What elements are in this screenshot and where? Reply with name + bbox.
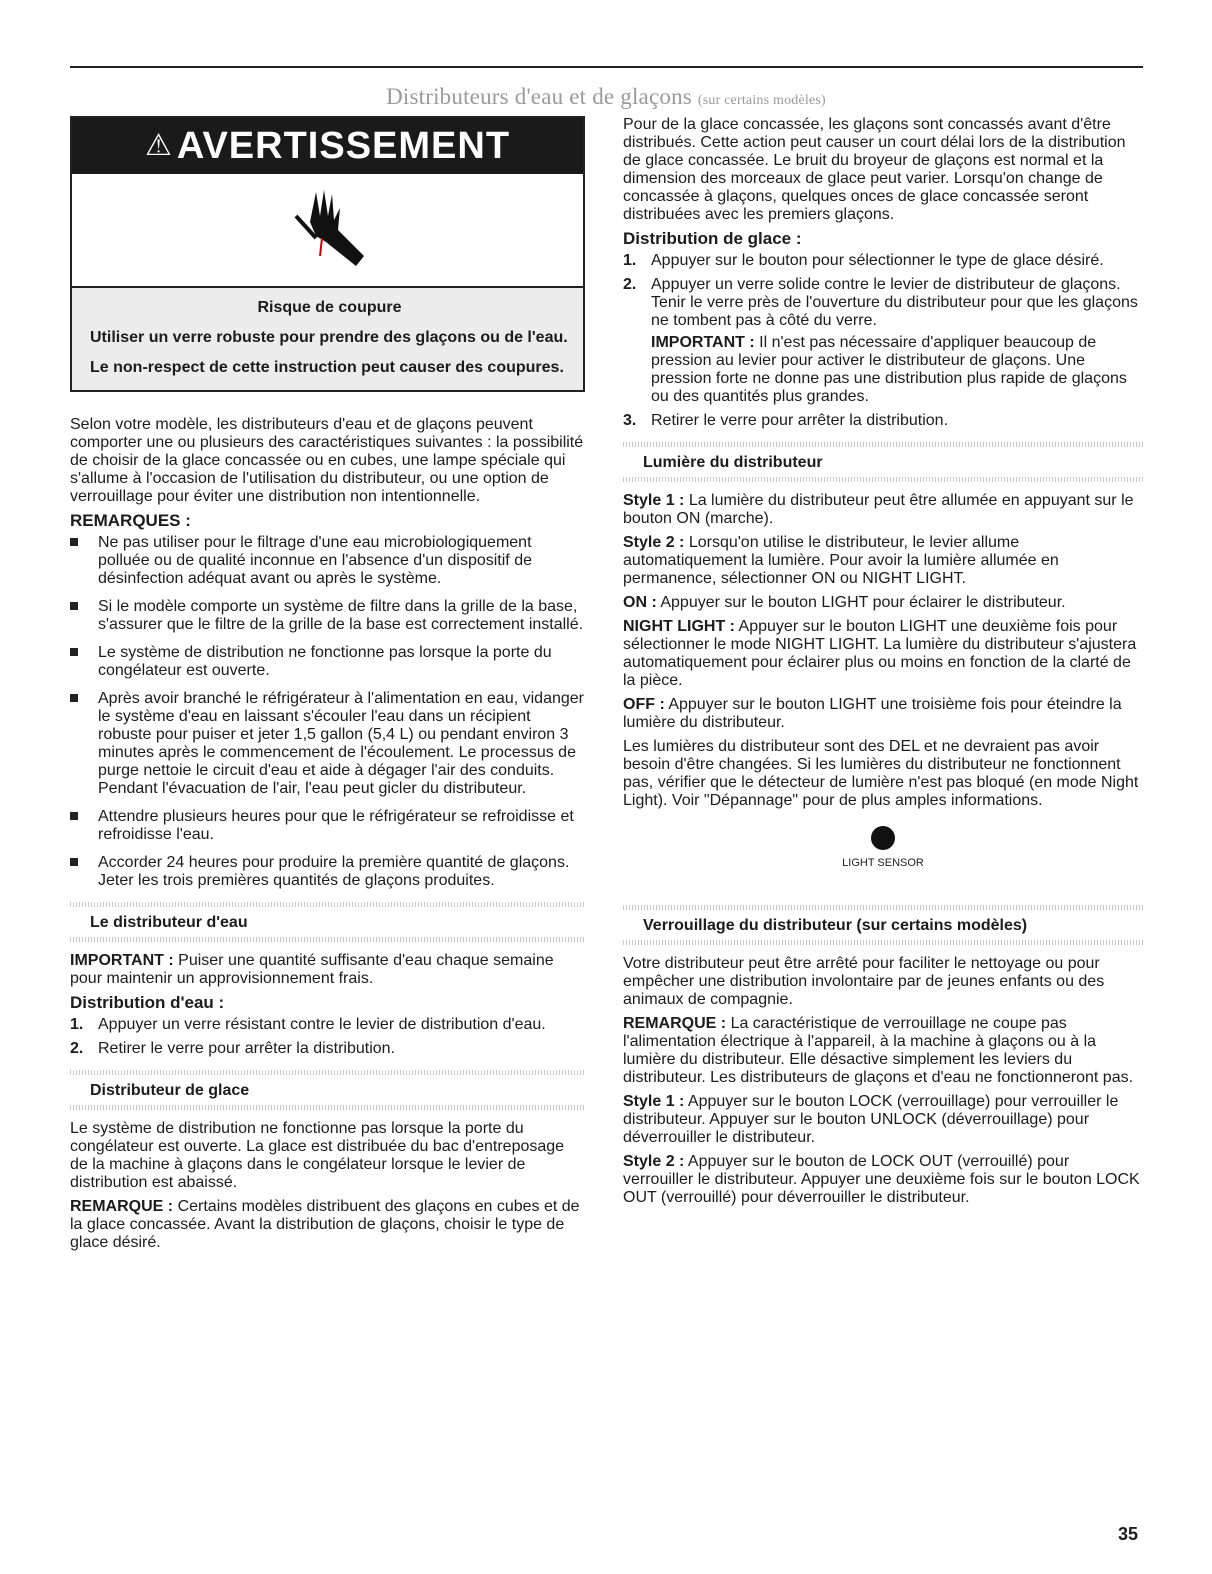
step-text: Retirer le verre pour arrêter la distribution. xyxy=(651,412,949,429)
page-title xyxy=(0,84,1212,110)
water-important-label: IMPORTANT : xyxy=(70,952,174,969)
warning-triangle-icon: ⚠ xyxy=(144,129,173,162)
ice-intro: Le système de distribution ne fonctionne pas lorsque la porte du congélateur est ouverte. La glace est distribuée du bac d'entreposage de la machine à glaçons dans le congélateur lorsque le levier de distribution est abaissé. xyxy=(70,1120,565,1191)
light-sensor-label: LIGHT SENSOR xyxy=(843,857,923,869)
step-number: 1. xyxy=(70,1016,84,1033)
page-title-text: Distributeurs d'eau et de glaçons xyxy=(386,84,692,109)
step-text: Appuyer un verre résistant contre le levier de distribution d'eau. xyxy=(98,1016,546,1033)
intro-paragraph: Selon votre modèle, les distributeurs d'eau et de glaçons peuvent comporter une ou plusieurs des caractéristiques suivantes : la possibilité de choisir de la glace concassée ou en cubes, une lampe spéciale qui s'allume à l'occasion de l'utilisation du distributeur, ou une option de verrouillage pour éviter une distribution non intentionnelle. xyxy=(70,416,584,505)
light-style1 xyxy=(623,492,1143,528)
lock-section-bar xyxy=(623,905,1143,945)
ice-note-label: REMARQUE : xyxy=(70,1198,174,1215)
ice-note-text: Certains modèles distribuent des glaçons en cubes et de la glace concassée. Avant la distribution de glaçons, choisir le type de glace désiré. xyxy=(70,1198,580,1251)
remarques-heading: REMARQUES : xyxy=(70,511,191,530)
lock-note-label: REMARQUE : xyxy=(623,1015,727,1032)
bullet-icon xyxy=(70,602,78,610)
lock-note-text: La caractéristique de verrouillage ne coupe pas l'alimentation électrique à l'appareil, à la machine à glaçons ou à la lumière du distributeur. Elle désactive simplement les leviers du distributeur. Les distributeurs de glaçons et d'eau ne fonctionneront pas. xyxy=(623,1015,1134,1086)
step-text: Retirer le verre pour arrêter la distribution. xyxy=(98,1040,396,1057)
bullet-icon xyxy=(70,538,78,546)
light-on-text: Appuyer sur le bouton LIGHT pour éclairer le distributeur. xyxy=(660,594,1066,611)
cut-hand-icon xyxy=(286,186,370,274)
ice-steps xyxy=(623,252,1143,330)
step-number: 3. xyxy=(623,412,637,429)
right-column xyxy=(623,116,1143,1213)
lock-style2 xyxy=(623,1153,1143,1207)
warning-box xyxy=(70,116,585,392)
lock-style1-label: Style 1 : xyxy=(623,1093,685,1110)
top-rule xyxy=(70,66,1143,68)
light-style1-text: La lumière du distributeur peut être allumée en appuyant sur le bouton ON (marche). xyxy=(623,492,1134,527)
water-steps xyxy=(70,1016,585,1058)
lock-style1-text: Appuyer sur le bouton LOCK (verrouillage) pour verrouiller le distributeur. Appuyer sur le bouton UNLOCK (déverrouillage) pour déverrouiller le distributeur. xyxy=(623,1093,1119,1146)
warning-risk: Risque de coupure xyxy=(257,299,402,316)
bullet-icon xyxy=(70,812,78,820)
warning-line2: Le non-respect de cette instruction peut causer des coupures. xyxy=(90,359,564,376)
step-number: 1. xyxy=(623,252,637,269)
left-column xyxy=(70,116,585,1258)
water-section-bar xyxy=(70,902,585,942)
ice-important xyxy=(623,334,1143,406)
list-item xyxy=(70,690,585,798)
ice-note xyxy=(70,1198,585,1252)
light-section-title: Lumière du distributeur xyxy=(623,442,1143,482)
list-item-text: Si le modèle comporte un système de filtre dans la grille de la base, s'assurer que le filtre de la grille de la base est correctement installé. xyxy=(98,598,584,633)
list-item xyxy=(70,534,585,588)
light-night xyxy=(623,618,1143,690)
list-item xyxy=(70,1040,585,1058)
ice-important-text: Il n'est pas nécessaire d'appliquer beaucoup de pression au levier pour activer le distributeur de glaçons. Une pression forte ne donne pas une distribution plus rapide de glaçons ou des quantités plus grandes. xyxy=(651,334,1127,405)
water-important-text: Puiser une quantité suffisante d'eau chaque semaine pour maintenir un approvisionnement frais. xyxy=(70,952,554,987)
water-dist-heading: Distribution d'eau : xyxy=(70,993,225,1012)
ice-section-title: Distributeur de glace xyxy=(70,1070,585,1110)
list-item xyxy=(623,412,1143,430)
light-night-label: NIGHT LIGHT : xyxy=(623,618,735,635)
ice-dist-heading: Distribution de glace : xyxy=(623,229,802,248)
list-item xyxy=(70,854,585,890)
step-number: 2. xyxy=(70,1040,84,1057)
warning-header xyxy=(72,118,583,174)
ice-important-label: IMPORTANT : xyxy=(651,334,755,351)
crushed-ice-paragraph: Pour de la glace concassée, les glaçons sont concassés avant d'être distribués. Cette action peut causer un court délai lors de la distribution de glace concassée. Le bruit du broyeur de glaçons est normal et la dimension des morceaux de glace peut varier. Lorsqu'on change de concassée à glaçons, quelques onces de glace concassée seront distribuées avec les premiers glaçons. xyxy=(623,116,1126,223)
lock-section-title: Verrouillage du distributeur (sur certains modèles) xyxy=(623,905,1143,945)
lock-style1 xyxy=(623,1093,1143,1147)
water-section-title: Le distributeur d'eau xyxy=(70,902,585,942)
step-text: Appuyer un verre solide contre le levier de distributeur de glaçons. Tenir le verre près de l'ouverture du distributeur pour que les glaçons ne tombent pas à côté du verre. xyxy=(651,276,1138,329)
bullet-icon xyxy=(70,858,78,866)
list-item xyxy=(623,276,1143,330)
page-number: 35 xyxy=(1118,1524,1139,1544)
light-night-text: Appuyer sur le bouton LIGHT une deuxième fois pour sélectionner le mode NIGHT LIGHT. La lumière du distributeur s'ajustera automatiquement pour éclairer plus ou moins en fonction de la clarté de la pièce. xyxy=(623,618,1137,689)
light-style2-text: Lorsqu'on utilise le distributeur, le levier allume automatiquement la lumière. Pour avoir la lumière allumée en permanence, sélectionner ON ou NIGHT LIGHT. xyxy=(623,534,1059,587)
light-style1-label: Style 1 : xyxy=(623,492,685,509)
list-item xyxy=(70,808,585,844)
list-item xyxy=(70,598,585,634)
light-on xyxy=(623,594,1143,612)
warning-text xyxy=(72,288,583,390)
light-on-label: ON : xyxy=(623,594,657,611)
remarques-list xyxy=(70,534,585,890)
list-item xyxy=(70,644,585,680)
step-text: Appuyer sur le bouton pour sélectionner le type de glace désiré. xyxy=(651,252,1104,269)
bullet-icon xyxy=(70,648,78,656)
light-style2-label: Style 2 : xyxy=(623,534,685,551)
list-item-text: Après avoir branché le réfrigérateur à l'alimentation en eau, vidanger le système d'eau en laissant s'écouler l'eau dans un récipient robuste pour puiser et jeter 1,5 gallon (5,4 L) ou pendant environ 3 minutes après le commencement de l'écoulement. Le processus de purge nettoie le circuit d'eau et aide à dégager l'air des conduits. Pendant l'évacuation de l'air, l'eau peut gicler du distributeur. xyxy=(98,690,584,797)
list-item-text: Le système de distribution ne fonctionne pas lorsque la porte du congélateur est ouverte. xyxy=(98,644,552,679)
list-item-text: Ne pas utiliser pour le filtrage d'une eau microbiologiquement polluée ou de qualité inconnue en l'absence d'un dispositif de désinfection adéquat avant ou après le système. xyxy=(98,534,532,587)
ice-section-bar xyxy=(70,1070,585,1110)
light-section-bar xyxy=(623,442,1143,482)
step-number: 2. xyxy=(623,276,637,293)
light-off-text: Appuyer sur le bouton LIGHT une troisième fois pour éteindre la lumière du distributeur. xyxy=(623,696,1122,731)
list-item xyxy=(70,1016,585,1034)
list-item xyxy=(623,252,1143,270)
light-sensor-figure xyxy=(623,818,1143,881)
light-off-label: OFF : xyxy=(623,696,665,713)
bullet-icon xyxy=(70,694,78,702)
warning-icon-area xyxy=(72,174,583,288)
light-off xyxy=(623,696,1143,732)
page-title-note: (sur certains modèles) xyxy=(697,93,826,108)
list-item-text: Attendre plusieurs heures pour que le réfrigérateur se refroidisse et refroidisse l'eau. xyxy=(98,808,574,843)
lock-intro: Votre distributeur peut être arrêté pour faciliter le nettoyage ou pour empêcher une distribution involontaire par de jeunes enfants ou des animaux de compagnie. xyxy=(623,955,1105,1008)
lock-style2-text: Appuyer sur le bouton de LOCK OUT (verrouillé) pour verrouiller le distributeur. Appuyer une deuxième fois sur le bouton LOCK OUT (verrouillé) pour déverrouiller le distributeur. xyxy=(623,1153,1140,1206)
water-important xyxy=(70,952,585,988)
warning-line1: Utiliser un verre robuste pour prendre des glaçons ou de l'eau. xyxy=(90,329,568,346)
light-sensor-icon xyxy=(843,818,923,876)
warning-header-text: AVERTISSEMENT xyxy=(176,125,511,167)
ice-steps-cont xyxy=(623,412,1143,430)
lock-note xyxy=(623,1015,1143,1087)
list-item-text: Accorder 24 heures pour produire la première quantité de glaçons. Jeter les trois premières quantités de glaçons produites. xyxy=(98,854,570,889)
light-style2 xyxy=(623,534,1143,588)
led-paragraph: Les lumières du distributeur sont des DEL et ne devraient pas avoir besoin d'être changées. Si les lumières du distributeur ne fonctionnent pas, vérifier que le détecteur de lumière n'est pas bloqué (en mode Night Light). Voir "Dépannage" pour de plus amples informations. xyxy=(623,738,1139,809)
lock-style2-label: Style 2 : xyxy=(623,1153,685,1170)
